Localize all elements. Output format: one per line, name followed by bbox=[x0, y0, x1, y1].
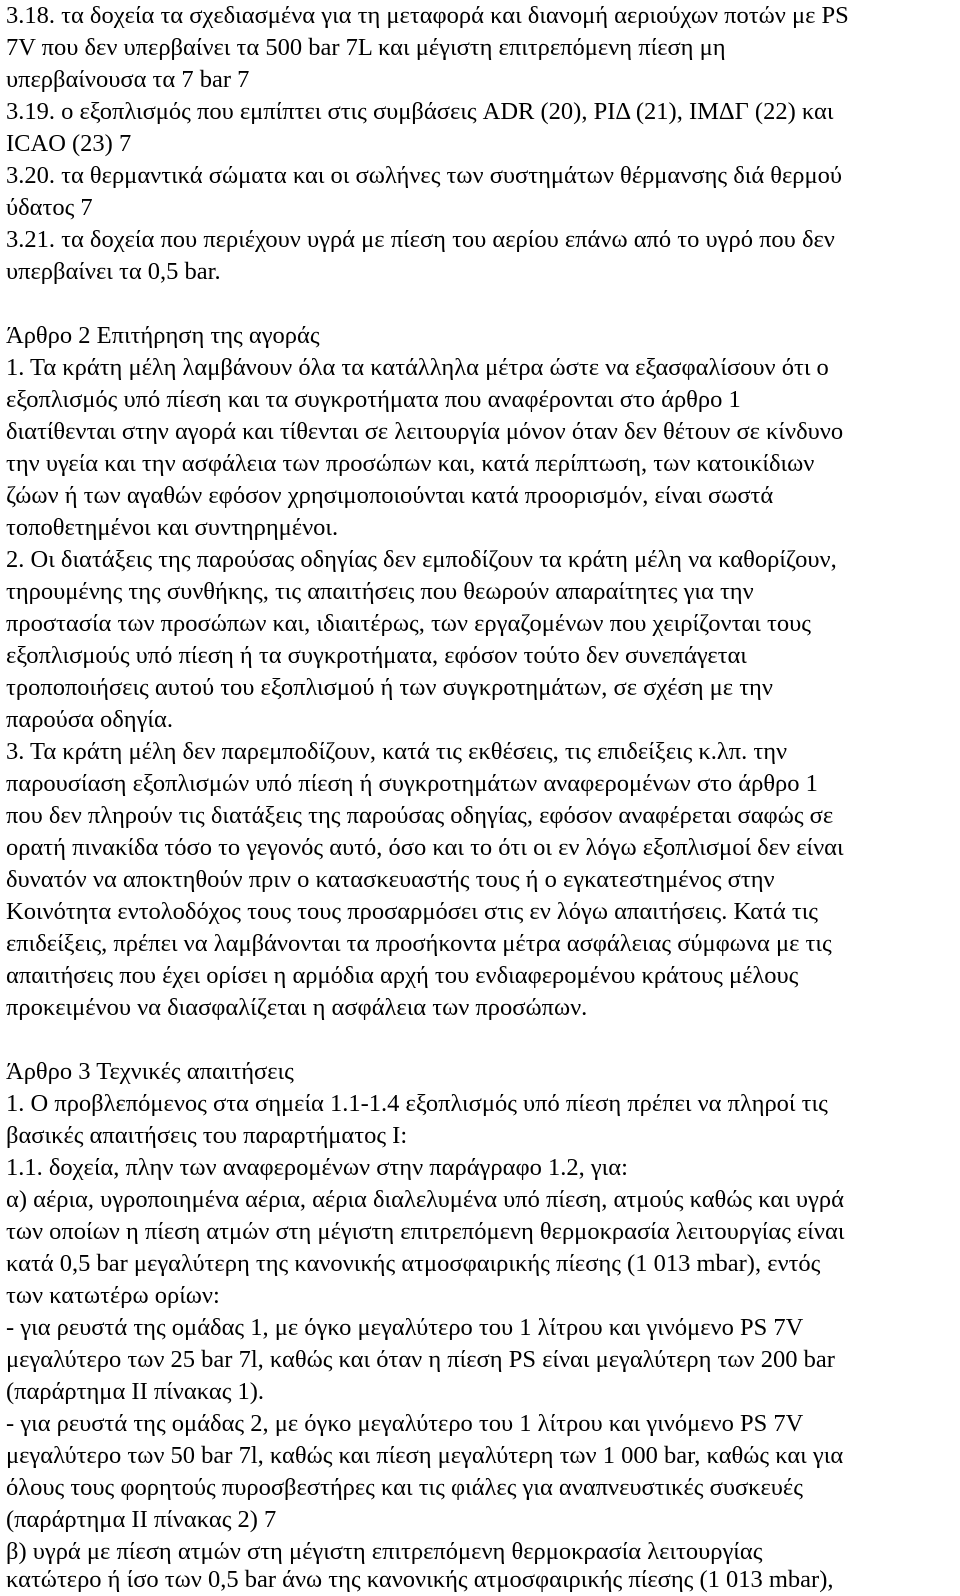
text-line: 1. Τα κράτη μέλη λαμβάνουν όλα τα κατάλληλα μέτρα ώστε να εξασφαλίσουν ότι ο bbox=[6, 354, 829, 381]
text-line: ζώων ή των αγαθών εφόσον χρησιμοποιούνται κατά προορισμόν, είναι σωστά bbox=[6, 482, 774, 509]
text-line: των κατωτέρω ορίων: bbox=[6, 1282, 220, 1309]
text-line: 3.19. ο εξοπλισμός που εμπίπτει στις συμβάσεις ADR (20), ΡΙΔ (21), ΙΜΔΓ (22) και bbox=[6, 98, 834, 125]
text-line: 1.1. δοχεία, πλην των αναφερομένων στην παράγραφο 1.2, για: bbox=[6, 1154, 628, 1181]
text-line: 3.18. τα δοχεία τα σχεδιασμένα για τη μεταφορά και διανομή αεριούχων ποτών με PS bbox=[6, 2, 849, 29]
text-line: 3. Τα κράτη μέλη δεν παρεμποδίζουν, κατά τις εκθέσεις, τις επιδείξεις κ.λπ. την bbox=[6, 738, 788, 765]
text-line: προκειμένου να διασφαλίζεται η ασφάλεια των προσώπων. bbox=[6, 994, 588, 1021]
article-heading: Άρθρο 2 Επιτήρηση της αγοράς bbox=[6, 322, 320, 349]
text-line: τηρουμένης της συνθήκης, τις απαιτήσεις που θεωρούν απαραίτητες για την bbox=[6, 578, 754, 605]
text-line: 3.21. τα δοχεία που περιέχουν υγρά με πίεση του αερίου επάνω από το υγρό που δεν bbox=[6, 226, 835, 253]
text-line: 1. Ο προβλεπόμενος στα σημεία 1.1-1.4 εξοπλισμός υπό πίεση πρέπει να πληροί τις bbox=[6, 1090, 828, 1117]
text-line: τροποποιήσεις αυτού του εξοπλισμού ή των συγκροτημάτων, σε σχέση με την bbox=[6, 674, 773, 701]
text-line: υπερβαίνει τα 0,5 bar. bbox=[6, 258, 221, 285]
text-line: ICAO (23) 7 bbox=[6, 130, 132, 157]
text-line: εξοπλισμούς υπό πίεση ή τα συγκροτήματα, εφόσον τούτο δεν συνεπάγεται bbox=[6, 642, 747, 669]
text-line: εξοπλισμός υπό πίεση και τα συγκροτήματα που αναφέρονται στο άρθρο 1 bbox=[6, 386, 741, 413]
text-line: (παράρτημα ΙΙ πίνακας 2) 7 bbox=[6, 1506, 277, 1533]
text-line: 2. Οι διατάξεις της παρούσας οδηγίας δεν εμποδίζουν τα κράτη μέλη να καθορίζουν, bbox=[6, 546, 837, 573]
text-line: τοποθετημένοι και συντηρημένοι. bbox=[6, 514, 339, 541]
text-line: 7V που δεν υπερβαίνει τα 500 bar 7L και μέγιστη επιτρεπόμενη πίεση μη bbox=[6, 34, 726, 61]
text-line: που δεν πληρούν τις διατάξεις της παρούσας οδηγίας, εφόσον αναφέρεται σαφώς σε bbox=[6, 802, 834, 829]
article-heading: Άρθρο 3 Τεχνικές απαιτήσεις bbox=[6, 1058, 294, 1085]
text-line: ύδατος 7 bbox=[6, 194, 93, 221]
text-line: επιδείξεις, πρέπει να λαμβάνονται τα προσήκοντα μέτρα ασφάλειας σύμφωνα με τις bbox=[6, 930, 832, 957]
text-line: προστασία των προσώπων και, ιδιαιτέρως, των εργαζομένων που χειρίζονται τους bbox=[6, 610, 811, 637]
text-line: (παράρτημα ΙΙ πίνακας 1). bbox=[6, 1378, 265, 1405]
text-line: όλους τους φορητούς πυροσβεστήρες και τις φιάλες για αναπνευστικές συσκευές bbox=[6, 1474, 803, 1501]
text-line: β) υγρά με πίεση ατμών στη μέγιστη επιτρεπόμενη θερμοκρασία λειτουργίας bbox=[6, 1538, 763, 1565]
text-line: δυνατόν να αποκτηθούν πριν ο κατασκευαστής τους ή ο εγκατεστημένος στην bbox=[6, 866, 775, 893]
text-line: απαιτήσεις που έχει ορίσει η αρμόδια αρχή του ενδιαφερομένου κράτους μέλους bbox=[6, 962, 799, 989]
text-line: ορατή πινακίδα τόσο το γεγονός αυτό, όσο και το ότι οι εν λόγω εξοπλισμοί δεν είναι bbox=[6, 834, 844, 861]
text-line: α) αέρια, υγροποιημένα αέρια, αέρια διαλελυμένα υπό πίεση, ατμούς καθώς και υγρά bbox=[6, 1186, 844, 1213]
text-line: - για ρευστά της ομάδας 2, με όγκο μεγαλύτερο του 1 λίτρου και γινόμενο PS 7V bbox=[6, 1410, 804, 1437]
text-line: παρουσίαση εξοπλισμών υπό πίεση ή συγκροτημάτων αναφερομένων στο άρθρο 1 bbox=[6, 770, 818, 797]
text-line: 3.20. τα θερμαντικά σώματα και οι σωλήνες των συστημάτων θέρμανσης διά θερμού bbox=[6, 162, 843, 189]
text-line: την υγεία και την ασφάλεια των προσώπων και, κατά περίπτωση, των κατοικίδιων bbox=[6, 450, 815, 477]
text-line: - για ρευστά της ομάδας 1, με όγκο μεγαλύτερο του 1 λίτρου και γινόμενο PS 7V bbox=[6, 1314, 804, 1341]
text-line: μεγαλύτερο των 25 bar 7l, καθώς και όταν η πίεση PS είναι μεγαλύτερη των 200 bar bbox=[6, 1346, 835, 1373]
text-line: κατά 0,5 bar μεγαλύτερη της κανονικής ατμοσφαιρικής πίεσης (1 013 mbar), εντός bbox=[6, 1250, 821, 1277]
text-line: διατίθενται στην αγορά και τίθενται σε λειτουργία μόνον όταν δεν θέτουν σε κίνδυνο bbox=[6, 418, 844, 445]
text-line: κατώτερο ή ίσο των 0,5 bar άνω της κανονικής ατμοσφαιρικής πίεσης (1 013 mbar), bbox=[6, 1566, 834, 1593]
text-line: παρούσα οδηγία. bbox=[6, 706, 173, 733]
text-line: των οποίων η πίεση ατμών στη μέγιστη επιτρεπόμενη θερμοκρασία λειτουργίας είναι bbox=[6, 1218, 845, 1245]
text-line: βασικές απαιτήσεις του παραρτήματος Ι: bbox=[6, 1122, 408, 1149]
text-line: υπερβαίνουσα τα 7 bar 7 bbox=[6, 66, 250, 93]
text-line: μεγαλύτερο των 50 bar 7l, καθώς και πίεση μεγαλύτερη των 1 000 bar, καθώς και για bbox=[6, 1442, 844, 1469]
text-line: Κοινότητα εντολοδόχος τους τους προσαρμόσει στις εν λόγω απαιτήσεις. Κατά τις bbox=[6, 898, 819, 925]
